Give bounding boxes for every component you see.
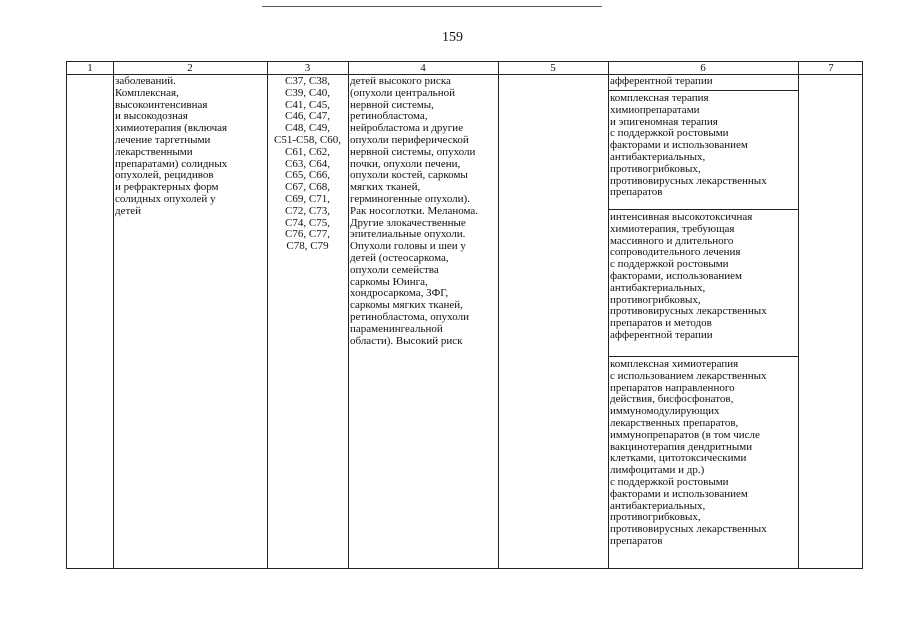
cell-col-2: заболеваний. Комплексная, высокоинтенсивная и высокодозная химиотерапия (включая лечение таргетными лекарственными препаратами) солидных опухолей, рецидивов и рефрактерных форм солидных опухолей у детей (115, 75, 228, 217)
cell-col-6-block-1: афферентной терапии (610, 75, 713, 87)
header-col-4: 4 (420, 62, 426, 74)
scan-artifact-line (262, 6, 602, 7)
table-header-row (67, 62, 862, 75)
page-number: 159 (442, 30, 463, 45)
column-divider (113, 62, 114, 568)
cell-col-4: детей высокого риска (опухоли центральной нервной системы, ретинобластома, нейробластома и другие опухоли периферической нервной системы, опухоли почки, опухоли печени, опухоли костей, саркомы мягких тканей, герминогенные опухоли). Рак носоглотки. Меланома. Другие злокачественные эпителиальные опухоли. Опухоли головы и шеи у детей (остеосаркома, опухоли семейства саркомы Юинга, хондросаркома, ЗФГ, саркомы мягких тканей, ретинобластома, опухоли параменингеальной области). Высокий риск (350, 75, 479, 347)
cell-divider (608, 90, 798, 91)
cell-col-6-block-3: интенсивная высокотоксичная химиотерапия, требующая массивного и длительного сопроводительного лечения с поддержкой ростовыми факторами, использованием антибактериальных, противогрибковых, противовирусных лекарственных препаратов и методов афферентной терапии (610, 211, 767, 341)
header-col-7: 7 (828, 62, 834, 74)
data-table (66, 61, 863, 569)
header-col-6: 6 (700, 62, 706, 74)
header-col-3: 3 (304, 62, 311, 74)
cell-col-3: C37, C38, C39, C40, C41, C45, C46, C47, C48, C49, C51-C58, C60, C61, C62, C63, C64, C65, C66, C67, C68, C69, C71, C72, C73, C74, C75, C76, C77, C78, C79 (274, 75, 341, 253)
cell-divider (608, 356, 798, 357)
header-col-5: 5 (550, 62, 556, 74)
cell-col-6-block-4: комплексная химиотерапия с использованием лекарственных препаратов направленного действия, бисфосфонатов, иммуномодулирующих лекарственных препаратов, иммунопрепаратов (в том числе вакцинотерапия дендритными клетками, цитотоксическими лимфоцитами и др.) с поддержкой ростовыми факторами и использованием антибактериальных, противогрибковых, противовирусных лекарственных препаратов (610, 358, 767, 547)
header-col-2: 2 (187, 62, 193, 74)
column-divider (498, 62, 499, 568)
cell-divider (608, 209, 798, 210)
cell-col-6-block-2: комплексная терапия химиопрепаратами и эпигеномная терапия с поддержкой ростовыми факторами и использованием антибактериальных, противогрибковых, противовирусных лекарственных препаратов (610, 92, 767, 199)
header-col-1: 1 (87, 62, 93, 74)
column-divider (798, 62, 799, 568)
column-divider (348, 62, 349, 568)
column-divider (608, 62, 609, 568)
